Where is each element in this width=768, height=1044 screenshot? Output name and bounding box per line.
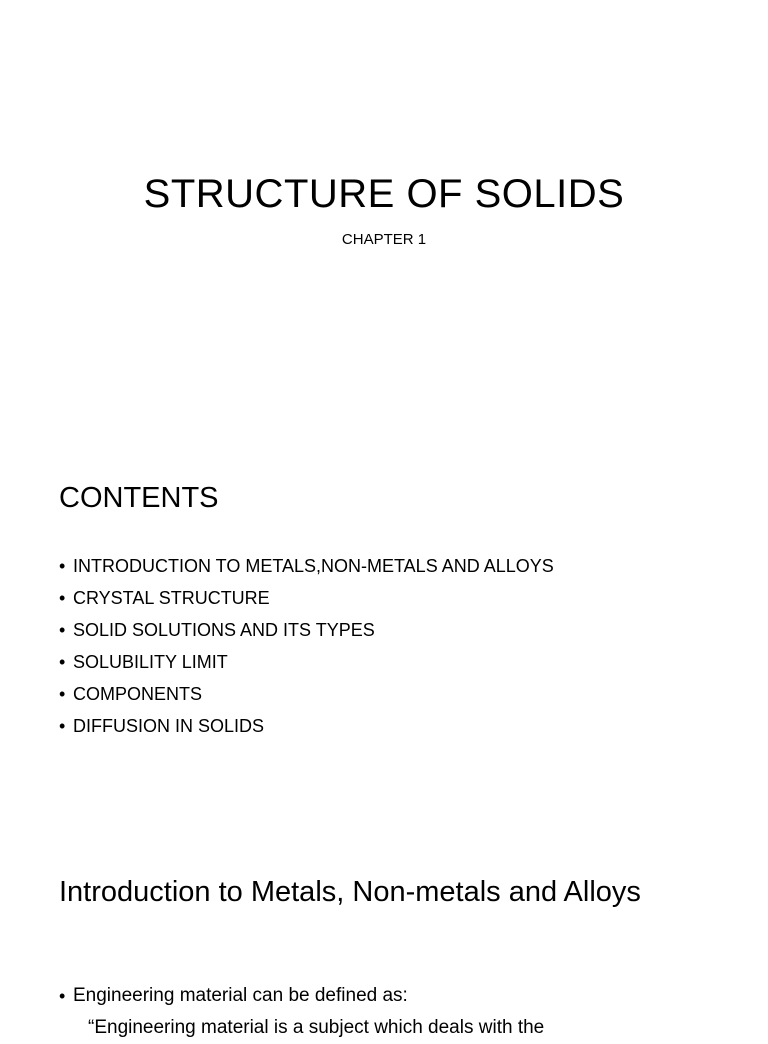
- list-item: [59, 710, 554, 742]
- slide-contents: [0, 432, 768, 832]
- slide-introduction: [0, 832, 768, 1038]
- introduction-heading: Introduction to Metals, Non-metals and Alloys: [59, 876, 641, 908]
- bullet-icon: •: [59, 716, 66, 736]
- list-item: [59, 614, 554, 646]
- contents-list: [59, 550, 554, 742]
- slide-title: [0, 0, 768, 432]
- list-item-text: Engineering material can be defined as:: [73, 985, 408, 1006]
- list-item-text: SOLUBILITY LIMIT: [73, 652, 228, 672]
- list-item-text: SOLID SOLUTIONS AND ITS TYPES: [73, 620, 375, 640]
- list-item-text: DIFFUSION IN SOLIDS: [73, 716, 265, 736]
- list-item-text: CRYSTAL STRUCTURE: [73, 588, 270, 608]
- bullet-icon: •: [59, 684, 66, 704]
- bullet-icon: •: [59, 620, 66, 640]
- bullet-icon: •: [59, 556, 66, 576]
- document-title: STRUCTURE OF SOLIDS: [143, 172, 625, 216]
- list-item: [59, 550, 554, 582]
- bullet-icon: •: [59, 588, 66, 608]
- list-item: [59, 980, 408, 1012]
- bullet-icon: •: [59, 652, 66, 672]
- contents-heading: CONTENTS: [59, 482, 219, 514]
- list-item: [59, 678, 554, 710]
- bullet-icon: •: [59, 986, 66, 1006]
- list-item: [59, 646, 554, 678]
- list-item: [59, 582, 554, 614]
- chapter-label: CHAPTER 1: [341, 231, 427, 248]
- definition-text-partial: “Engineering material is a subject which deals with the: [88, 1017, 545, 1038]
- list-item-text: INTRODUCTION TO METALS,NON-METALS AND ALLOYS: [73, 556, 554, 576]
- list-item-text: COMPONENTS: [73, 684, 203, 704]
- introduction-list: [59, 980, 408, 1012]
